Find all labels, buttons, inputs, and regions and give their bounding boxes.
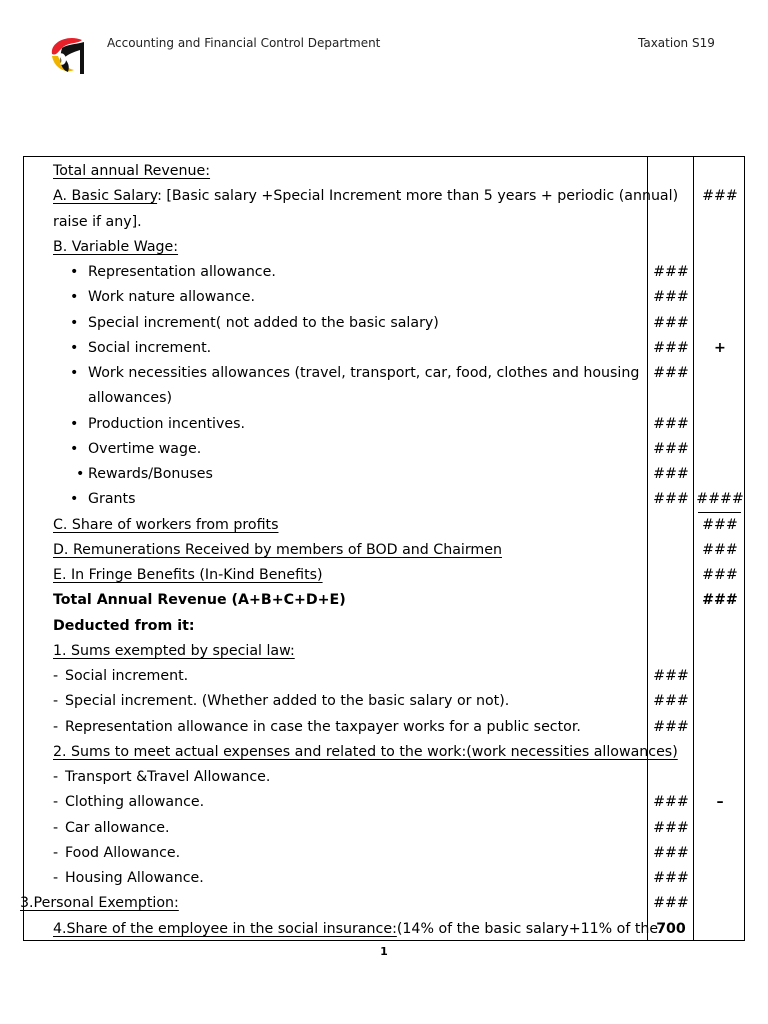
course-header: Taxation S19 xyxy=(638,36,715,50)
amount-cell: ### xyxy=(653,415,689,432)
revenue-table xyxy=(20,156,745,941)
table-row xyxy=(20,891,746,916)
dash-icon: - xyxy=(53,870,59,886)
row-heading: B. Variable Wage: xyxy=(53,238,179,255)
amount-cell: ### xyxy=(653,466,689,482)
table-row xyxy=(24,487,746,512)
total-cell: ### xyxy=(702,541,738,558)
row-text: Special increment. (Whether added to the basic salary or not). xyxy=(65,693,510,710)
table-row xyxy=(24,715,746,740)
bullet-icon: • xyxy=(70,314,79,331)
total-cell: #### xyxy=(696,491,744,508)
row-heading: 1. Sums exempted by special law: xyxy=(53,642,295,659)
amount-cell: ### xyxy=(653,264,689,280)
table-row xyxy=(24,790,746,815)
table-row xyxy=(24,210,746,235)
table-row xyxy=(24,740,746,765)
page-number: 1 xyxy=(380,945,388,958)
amount-cell: ### xyxy=(653,339,689,356)
row-text: Overtime wage. xyxy=(88,440,202,457)
total-cell: + xyxy=(714,339,726,356)
row-text: Representation allowance. xyxy=(88,264,276,280)
row-text: Work necessities allowances (travel, transport, car, food, clothes and housing xyxy=(88,365,640,381)
row-text: Social increment. xyxy=(88,339,212,356)
table-row xyxy=(24,765,746,790)
total-cell: ### xyxy=(702,592,738,609)
bullet-icon: • xyxy=(70,491,79,508)
table-row xyxy=(24,664,746,689)
table-row xyxy=(24,588,746,613)
row-text: Car allowance. xyxy=(65,819,170,836)
table-row xyxy=(24,816,746,841)
row-text: Food Allowance. xyxy=(65,844,181,861)
row-text: Representation allowance in case the taxpayer works for a public sector. xyxy=(65,718,581,735)
table-row xyxy=(24,386,746,411)
row-text: Clothing allowance. xyxy=(65,794,205,811)
amount-cell: ### xyxy=(653,870,689,886)
amount-cell: ### xyxy=(653,844,689,861)
amount-cell: ### xyxy=(653,289,689,306)
row-total: Total Annual Revenue (A+B+C+D+E) xyxy=(53,592,346,609)
amount-cell: ### xyxy=(653,895,689,912)
bullet-icon: • xyxy=(70,440,79,457)
table-row xyxy=(24,235,746,260)
table-row xyxy=(24,689,746,714)
column-divider-1 xyxy=(647,156,648,941)
row-text: Special increment( not added to the basic salary) xyxy=(88,314,439,331)
table-row xyxy=(24,563,746,588)
dash-icon: - xyxy=(53,819,59,836)
amount-cell: ### xyxy=(653,794,689,811)
total-cell: ### xyxy=(702,567,738,583)
dash-icon: - xyxy=(53,794,59,811)
table-row xyxy=(24,184,746,209)
amount-cell: ### xyxy=(653,440,689,457)
table-row xyxy=(24,538,746,563)
row-detail: : [Basic salary +Special Increment more than 5 years + periodic (annual) xyxy=(157,188,679,205)
row-text xyxy=(53,917,658,942)
row-heading: 3.Personal Exemption: xyxy=(20,895,179,912)
bullet-icon: • xyxy=(70,339,79,356)
total-cell: – xyxy=(716,794,724,811)
row-heading: D. Remunerations Received by members of BOD and Chairmen xyxy=(53,541,502,558)
row-text: Housing Allowance. xyxy=(65,870,204,886)
bullet-icon: • xyxy=(70,365,79,381)
table-row xyxy=(24,513,746,538)
row-heading: E. In Fringe Benefits (In-Kind Benefits) xyxy=(53,567,323,583)
table-row xyxy=(24,285,746,310)
table-row xyxy=(24,462,746,487)
company-logo xyxy=(44,32,90,78)
row-heading: Total annual Revenue: xyxy=(53,163,211,179)
row-text: raise if any]. xyxy=(53,213,142,230)
table-row xyxy=(24,917,746,942)
row-text: Grants xyxy=(88,491,136,508)
amount-cell: ### xyxy=(653,314,689,331)
department-header: Accounting and Financial Control Department xyxy=(107,36,381,50)
row-text: Work nature allowance. xyxy=(88,289,256,306)
bullet-icon: • xyxy=(70,264,79,280)
bullet-icon: • xyxy=(70,289,79,306)
table-row xyxy=(24,841,746,866)
column-divider-2 xyxy=(693,156,694,941)
bullet-icon: • xyxy=(76,466,85,482)
amount-cell: 700 xyxy=(656,920,686,937)
row-heading: C. Share of workers from profits xyxy=(53,516,279,533)
table-row xyxy=(24,639,746,664)
subtotal-rule xyxy=(698,512,741,513)
amount-cell: ### xyxy=(653,718,689,735)
table-row xyxy=(24,412,746,437)
table-row xyxy=(24,336,746,361)
dash-icon: - xyxy=(53,718,59,735)
amount-cell: ### xyxy=(653,491,689,508)
total-cell: ### xyxy=(702,188,738,205)
table-row xyxy=(24,361,746,386)
dash-icon: - xyxy=(53,844,59,861)
row-text xyxy=(53,184,678,209)
total-cell: ### xyxy=(702,516,738,533)
row-detail: (14% of the basic salary+11% of the xyxy=(396,920,659,937)
table-row xyxy=(24,260,746,285)
row-text: Production incentives. xyxy=(88,415,245,432)
bullet-icon: • xyxy=(70,415,79,432)
dash-icon: - xyxy=(53,769,59,785)
table-row xyxy=(24,311,746,336)
table-row xyxy=(24,159,746,184)
table-row xyxy=(24,614,746,639)
row-text: Transport &Travel Allowance. xyxy=(65,769,271,785)
row-text: Social increment. xyxy=(65,668,189,684)
row-text: Rewards/Bonuses xyxy=(88,466,213,482)
table-row xyxy=(24,866,746,891)
row-total: Deducted from it: xyxy=(53,617,195,634)
amount-cell: ### xyxy=(653,693,689,710)
amount-cell: ### xyxy=(653,365,689,381)
dash-icon: - xyxy=(53,668,59,684)
row-heading: 4.Share of the employee in the social insurance: xyxy=(53,920,397,937)
table-row xyxy=(24,437,746,462)
dash-icon: - xyxy=(53,693,59,710)
amount-cell: ### xyxy=(653,668,689,684)
row-heading: 2. Sums to meet actual expenses and related to the work:(work necessities allowances) xyxy=(53,743,678,760)
row-heading: A. Basic Salary xyxy=(53,188,158,205)
row-text: allowances) xyxy=(88,390,173,407)
amount-cell: ### xyxy=(653,819,689,836)
